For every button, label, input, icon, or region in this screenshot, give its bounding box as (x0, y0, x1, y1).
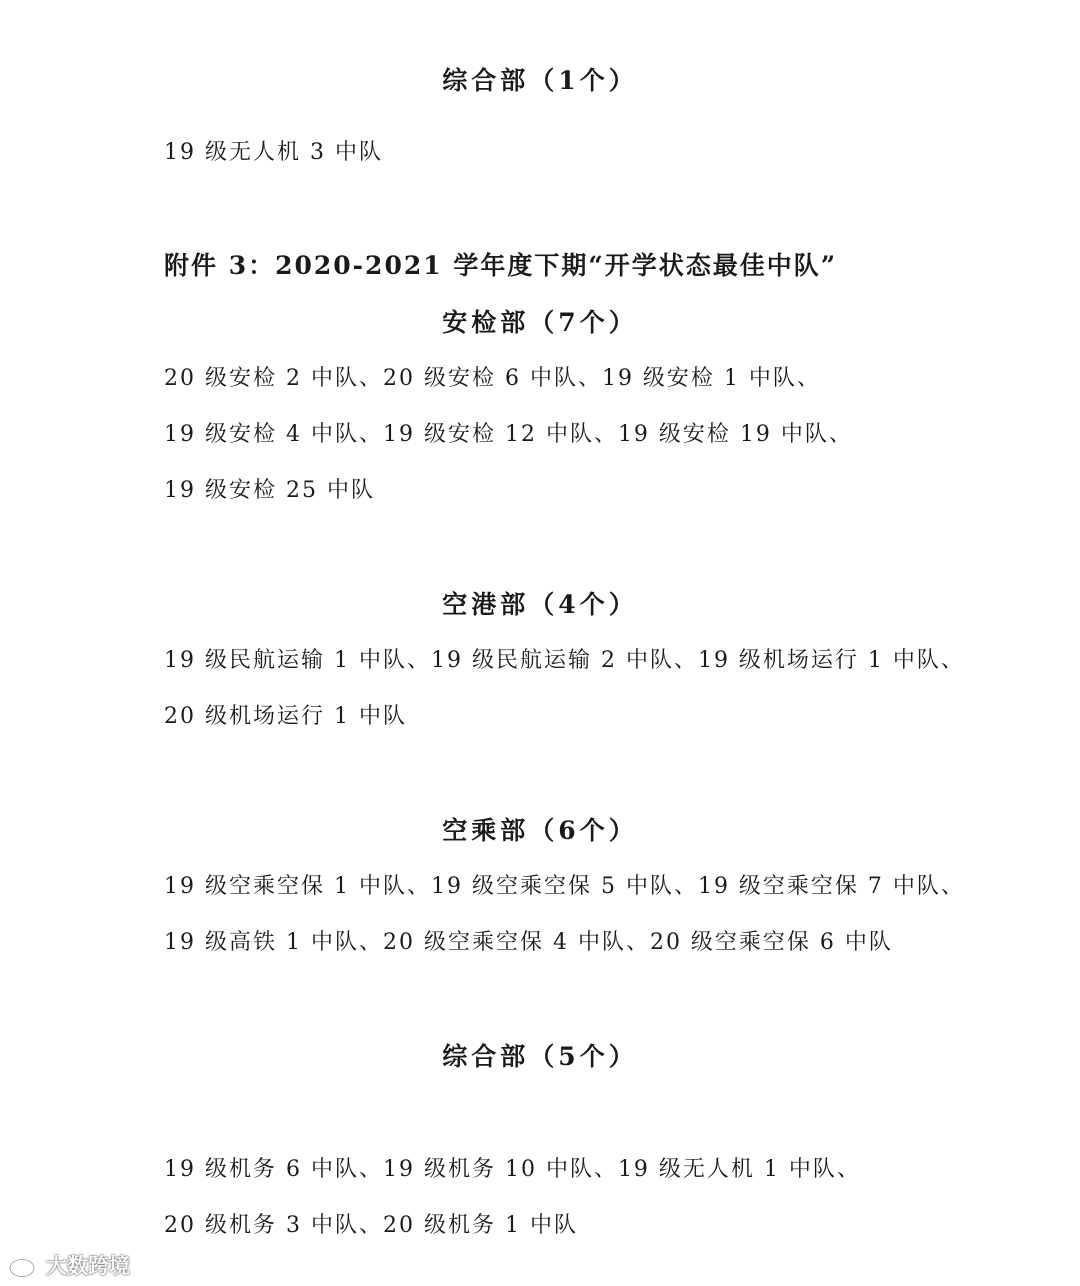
section-line: 19 级安检 4 中队、19 级安检 12 中队、19 级安检 19 中队、 (164, 422, 853, 447)
section-heading-konggang: 空港部（4个） (442, 590, 638, 619)
section-line: 19 级高铁 1 中队、20 级空乘空保 4 中队、20 级空乘空保 6 中队 (164, 930, 893, 955)
section-line: 19 级安检 25 中队 (164, 478, 375, 503)
section-heading-zonghe-5: 综合部（5个） (442, 1042, 638, 1071)
section-line: 20 级机务 3 中队、20 级机务 1 中队 (164, 1213, 578, 1238)
watermark-text: 大数跨境 (46, 1254, 130, 1278)
section-heading-anjian: 安检部（7个） (442, 308, 638, 337)
section-heading-kongcheng: 空乘部（6个） (442, 816, 638, 845)
weibo-logo-icon (8, 1252, 42, 1278)
section-heading-zonghe-1: 综合部（1个） (442, 66, 638, 95)
section-line: 19 级无人机 3 中队 (164, 140, 383, 165)
section-line: 20 级机场运行 1 中队 (164, 704, 407, 729)
section-line: 20 级安检 2 中队、20 级安检 6 中队、19 级安检 1 中队、 (164, 366, 821, 391)
section-line: 19 级机务 6 中队、19 级机务 10 中队、19 级无人机 1 中队、 (164, 1157, 861, 1182)
attachment-title: 附件 3：2020-2021 学年度下期“开学状态最佳中队” (164, 251, 838, 280)
watermark (8, 1250, 130, 1280)
section-line: 19 级空乘空保 1 中队、19 级空乘空保 5 中队、19 级空乘空保 7 中队、 (164, 874, 965, 899)
section-line: 19 级民航运输 1 中队、19 级民航运输 2 中队、19 级机场运行 1 中队、 (164, 648, 965, 673)
